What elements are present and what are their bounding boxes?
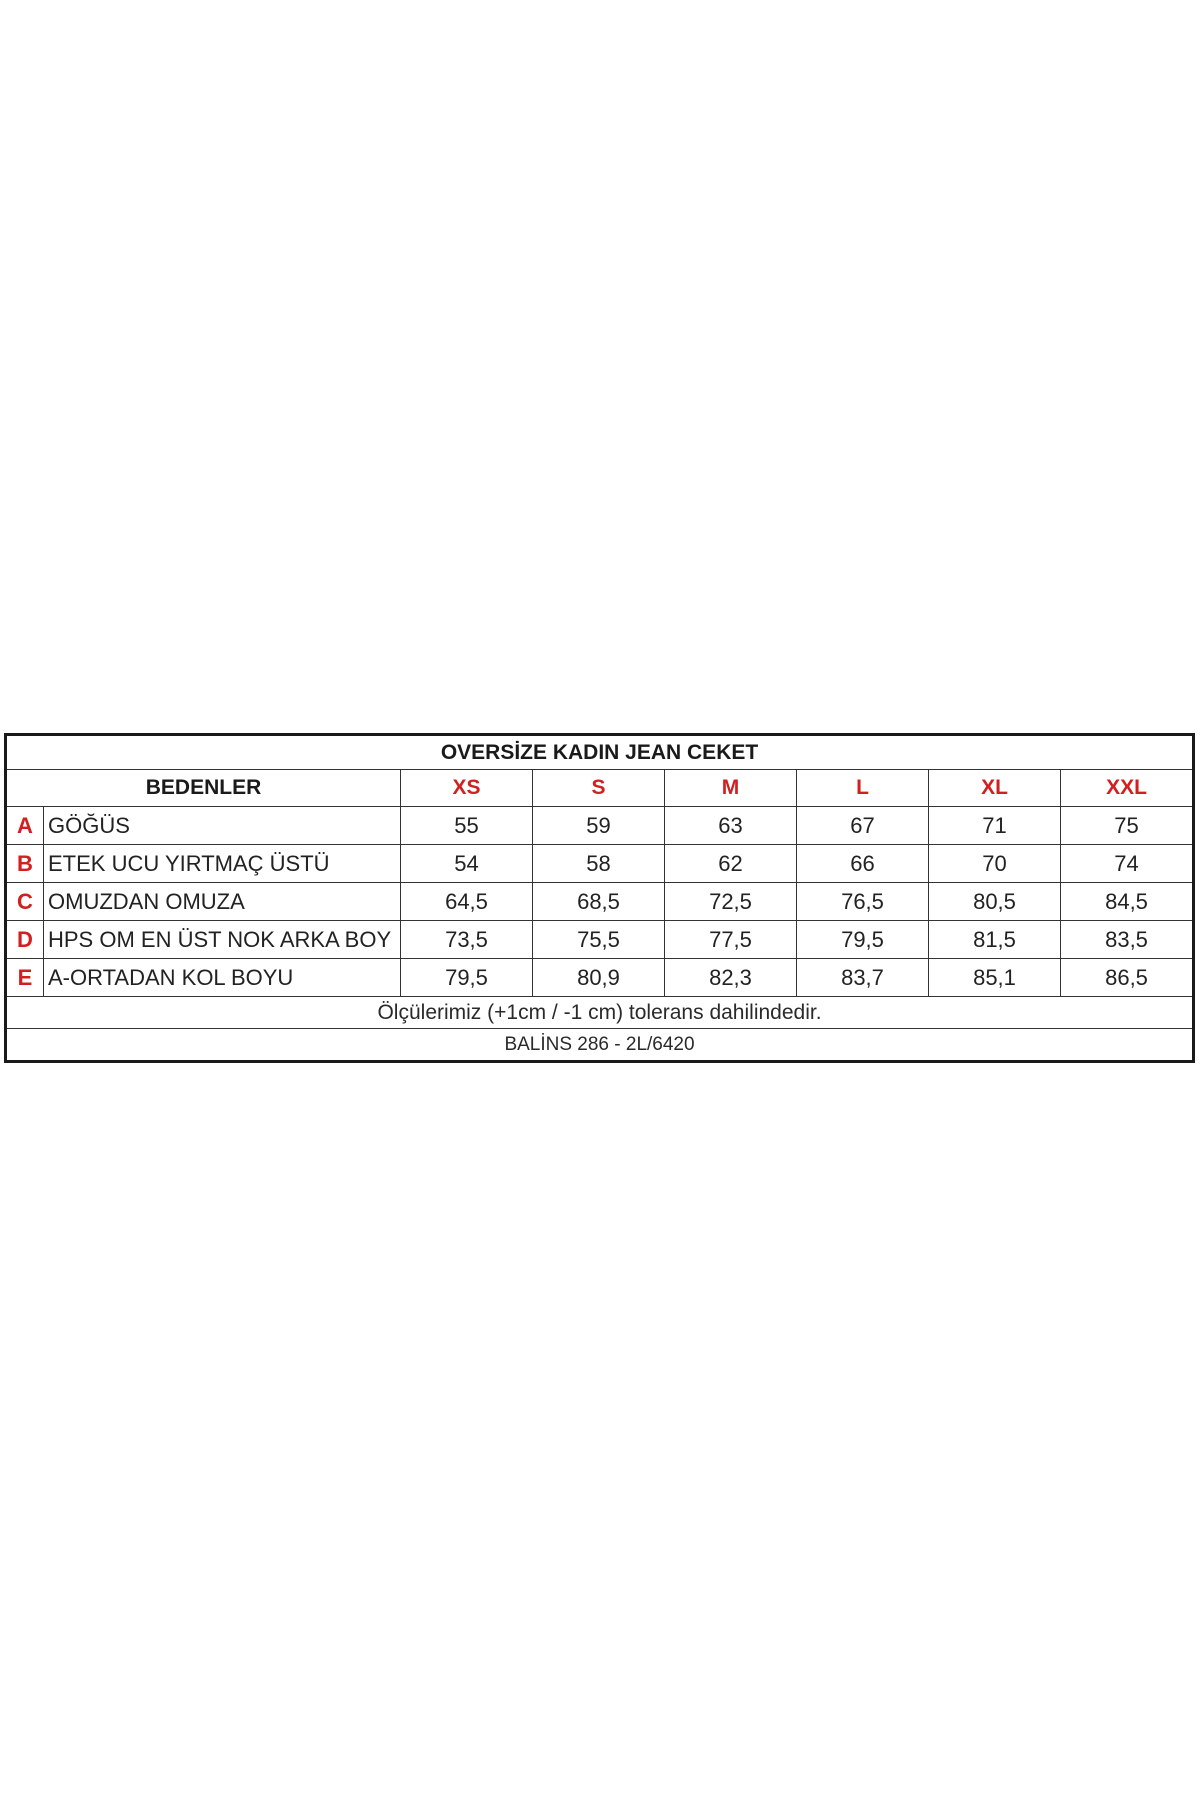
table-cell: 82,3 — [665, 959, 797, 997]
size-header-xxl: XXL — [1061, 770, 1194, 807]
table-cell: 70 — [929, 845, 1061, 883]
table-cell: 58 — [533, 845, 665, 883]
table-cell: 72,5 — [665, 883, 797, 921]
table-cell: 55 — [401, 807, 533, 845]
row-label: OMUZDAN OMUZA — [44, 883, 401, 921]
table-cell: 80,9 — [533, 959, 665, 997]
table-cell: 75 — [1061, 807, 1194, 845]
table-cell: 76,5 — [797, 883, 929, 921]
table-cell: 67 — [797, 807, 929, 845]
table-cell: 62 — [665, 845, 797, 883]
reference-row — [6, 1029, 1194, 1062]
row-code: B — [6, 845, 44, 883]
row-code: C — [6, 883, 44, 921]
row-code: E — [6, 959, 44, 997]
chart-title: OVERSİZE KADIN JEAN CEKET — [6, 735, 1194, 770]
product-reference: BALİNS 286 - 2L/6420 — [6, 1029, 1194, 1062]
tolerance-note-row — [6, 997, 1194, 1029]
table-cell: 63 — [665, 807, 797, 845]
table-cell: 73,5 — [401, 921, 533, 959]
size-header-s: S — [533, 770, 665, 807]
table-cell: 83,7 — [797, 959, 929, 997]
table-cell: 74 — [1061, 845, 1194, 883]
header-row — [6, 770, 1194, 807]
row-label: A-ORTADAN KOL BOYU — [44, 959, 401, 997]
tolerance-note: Ölçülerimiz (+1cm / -1 cm) tolerans dahilindedir. — [6, 997, 1194, 1029]
size-header-m: M — [665, 770, 797, 807]
title-row — [6, 735, 1194, 770]
row-label: HPS OM EN ÜST NOK ARKA BOY — [44, 921, 401, 959]
table-cell: 66 — [797, 845, 929, 883]
sizes-header-label: BEDENLER — [6, 770, 401, 807]
row-code: D — [6, 921, 44, 959]
table-cell: 54 — [401, 845, 533, 883]
table-cell: 79,5 — [797, 921, 929, 959]
size-header-xl: XL — [929, 770, 1061, 807]
table-row — [6, 845, 1194, 883]
row-label: GÖĞÜS — [44, 807, 401, 845]
table-cell: 71 — [929, 807, 1061, 845]
table-cell: 64,5 — [401, 883, 533, 921]
table-row — [6, 883, 1194, 921]
table-cell: 85,1 — [929, 959, 1061, 997]
row-label: ETEK UCU YIRTMAÇ ÜSTÜ — [44, 845, 401, 883]
table-cell: 59 — [533, 807, 665, 845]
table-cell: 80,5 — [929, 883, 1061, 921]
size-chart-table — [4, 733, 1195, 1063]
table-cell: 81,5 — [929, 921, 1061, 959]
table-cell: 77,5 — [665, 921, 797, 959]
table-cell: 84,5 — [1061, 883, 1194, 921]
table-row — [6, 807, 1194, 845]
row-code: A — [6, 807, 44, 845]
table-row — [6, 921, 1194, 959]
table-cell: 68,5 — [533, 883, 665, 921]
table-row — [6, 959, 1194, 997]
size-header-xs: XS — [401, 770, 533, 807]
table-cell: 75,5 — [533, 921, 665, 959]
table-cell: 86,5 — [1061, 959, 1194, 997]
table-cell: 83,5 — [1061, 921, 1194, 959]
table-cell: 79,5 — [401, 959, 533, 997]
size-header-l: L — [797, 770, 929, 807]
